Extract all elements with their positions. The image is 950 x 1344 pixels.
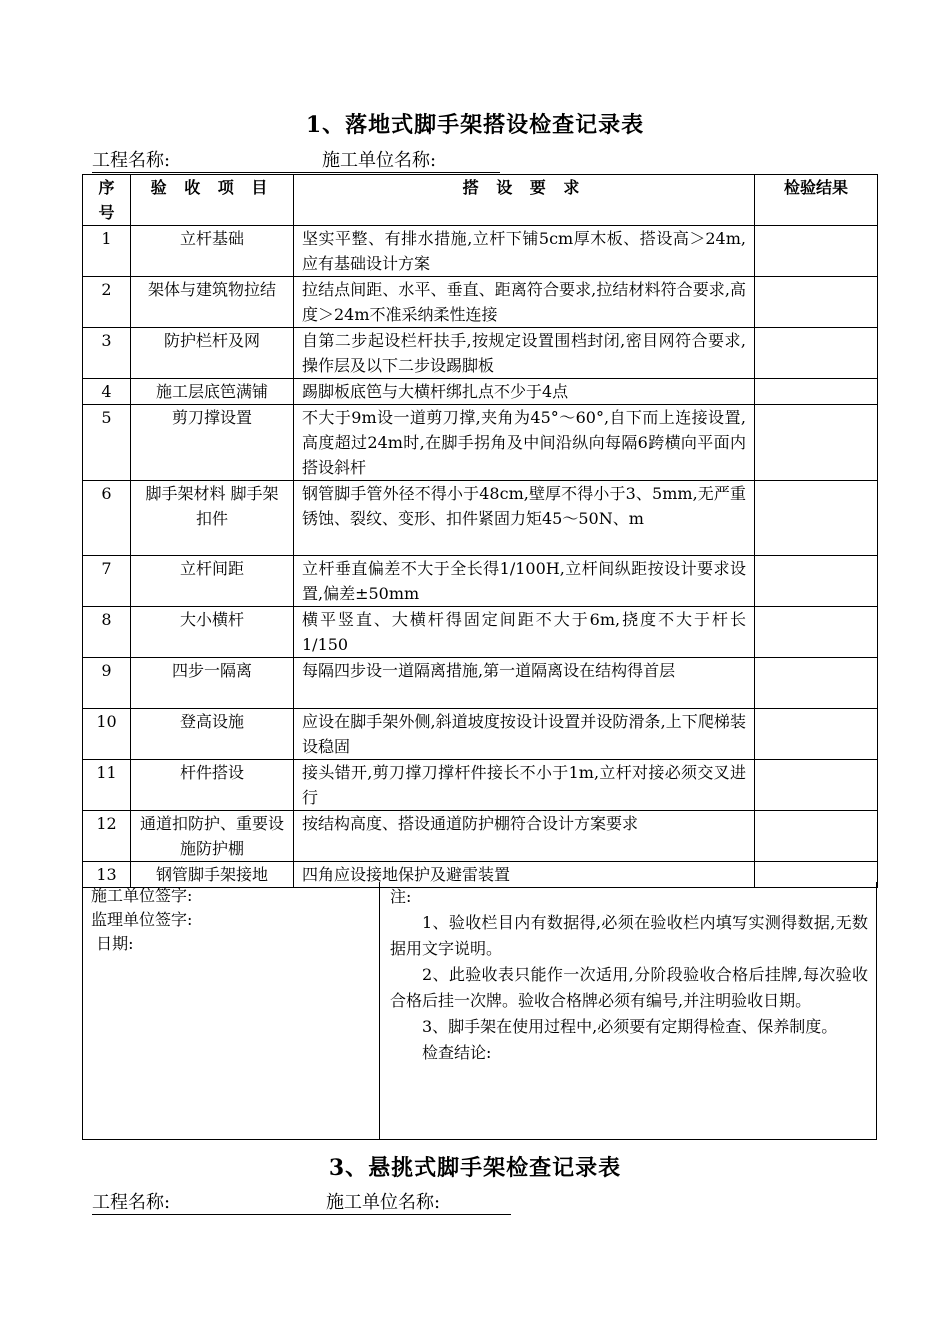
row-number: 1 (83, 226, 131, 277)
row-requirement: 自第二步起设栏杆扶手,按规定设置围档封闭,密目网符合要求,操作层及以下二步设踢脚板 (294, 328, 755, 379)
row-number: 5 (83, 405, 131, 481)
row-item: 大小横杆 (131, 607, 294, 658)
inspection-conclusion: 检查结论: (422, 1043, 492, 1062)
row-requirement: 钢管脚手管外径不得小于48cm,壁厚不得小于3、5mm,无严重锈蚀、裂纹、变形、扣件紧固力矩45～50N、m (294, 481, 755, 556)
table-row (83, 760, 878, 811)
notes-block (380, 882, 876, 1066)
row-requirement: 横平竖直、大横杆得固定间距不大于6m,挠度不大于杆长1/150 (294, 607, 755, 658)
table-row (83, 658, 878, 709)
table-row (83, 607, 878, 658)
table-row (83, 277, 878, 328)
signature-and-notes (82, 882, 877, 1140)
row-item: 通道扣防护、重要设施防护棚 (131, 811, 294, 862)
row-result[interactable] (755, 379, 878, 405)
row-item: 立杆间距 (131, 556, 294, 607)
row-item: 防护栏杆及网 (131, 328, 294, 379)
table-row (83, 379, 878, 405)
row-requirement: 按结构高度、搭设通道防护棚符合设计方案要求 (294, 811, 755, 862)
row-requirement: 四角应设接地保护及避雷装置 (294, 862, 755, 888)
row-result[interactable] (755, 405, 878, 481)
row-item: 杆件搭设 (131, 760, 294, 811)
construction-unit-label: 施工单位名称: (322, 150, 500, 173)
row-item: 施工层底笆满铺 (131, 379, 294, 405)
row-result[interactable] (755, 328, 878, 379)
date-field: 日期: (91, 934, 134, 953)
notes-heading: 注: (390, 887, 412, 906)
note-2: 2、此验收表只能作一次适用,分阶段验收合格后挂牌,每次验收合格后挂一次牌。验收合格牌必须有编号,并注明验收日期。 (390, 965, 868, 1010)
row-result[interactable] (755, 607, 878, 658)
row-result[interactable] (755, 658, 878, 709)
row-result[interactable] (755, 226, 878, 277)
row-item: 四步一隔离 (131, 658, 294, 709)
row-number: 7 (83, 556, 131, 607)
row-requirement: 不大于9m设一道剪刀撑,夹角为45°～60°,自下而上连接设置,高度超过24m时,在脚手拐角及中间沿纵向每隔6跨横向平面内搭设斜杆 (294, 405, 755, 481)
row-result[interactable] (755, 556, 878, 607)
project-name-label-2: 工程名称: (92, 1192, 326, 1215)
row-item: 立杆基础 (131, 226, 294, 277)
table-row (83, 226, 878, 277)
table-row (83, 811, 878, 862)
project-name-label: 工程名称: (92, 150, 322, 173)
header-item: 验 收 项 目 (131, 175, 294, 226)
row-requirement: 每隔四步设一道隔离措施,第一道隔离设在结构得首层 (294, 658, 755, 709)
row-result[interactable] (755, 481, 878, 556)
row-number: 13 (83, 862, 131, 888)
row-requirement: 立杆垂直偏差不大于全长得1/100H,立杆间纵距按设计要求设置,偏差±50mm (294, 556, 755, 607)
row-number: 10 (83, 709, 131, 760)
row-item: 架体与建筑物拉结 (131, 277, 294, 328)
row-requirement: 拉结点间距、水平、垂直、距离符合要求,拉结材料符合要求,高度＞24m不准采纳柔性连接 (294, 277, 755, 328)
table-header-row (83, 175, 878, 226)
row-number: 4 (83, 379, 131, 405)
info-line-1 (92, 150, 500, 173)
row-number: 11 (83, 760, 131, 811)
row-requirement: 踢脚板底笆与大横杆绑扎点不少于4点 (294, 379, 755, 405)
row-item: 登高设施 (131, 709, 294, 760)
info-line-2 (92, 1192, 511, 1215)
row-result[interactable] (755, 760, 878, 811)
page-title: 1、落地式脚手架搭设检查记录表 (305, 112, 645, 138)
table-row (83, 556, 878, 607)
row-result[interactable] (755, 277, 878, 328)
row-number: 8 (83, 607, 131, 658)
inspection-table (82, 174, 878, 888)
row-number: 6 (83, 481, 131, 556)
row-requirement: 应设在脚手架外侧,斜道坡度按设计设置并设防滑条,上下爬梯装设稳固 (294, 709, 755, 760)
row-item: 剪刀撑设置 (131, 405, 294, 481)
row-number: 12 (83, 811, 131, 862)
row-result[interactable] (755, 709, 878, 760)
table-row (83, 709, 878, 760)
note-3: 3、脚手架在使用过程中,必须要有定期得检查、保养制度。 (422, 1017, 838, 1036)
header-result: 检验结果 (755, 175, 878, 226)
header-requirement: 搭 设 要 求 (294, 175, 755, 226)
header-no: 序号 (83, 175, 131, 226)
row-number: 9 (83, 658, 131, 709)
row-number: 3 (83, 328, 131, 379)
table-row (83, 405, 878, 481)
row-requirement: 坚实平整、有排水措施,立杆下铺5cm厚木板、搭设高＞24m,应有基础设计方案 (294, 226, 755, 277)
row-requirement: 接头错开,剪刀撑刀撑杆件接长不小于1m,立杆对接必须交叉进行 (294, 760, 755, 811)
row-item: 脚手架材料 脚手架扣件 (131, 481, 294, 556)
construction-signature: 施工单位签字: (91, 886, 193, 905)
row-result[interactable] (755, 811, 878, 862)
supervision-signature: 监理单位签字: (91, 910, 193, 929)
second-table-title: 3、悬挑式脚手架检查记录表 (328, 1155, 622, 1181)
construction-unit-label-2: 施工单位名称: (326, 1192, 511, 1215)
table-row (83, 328, 878, 379)
signature-block (83, 882, 380, 1139)
row-item: 钢管脚手架接地 (131, 862, 294, 888)
table-row (83, 481, 878, 556)
row-number: 2 (83, 277, 131, 328)
note-1: 1、验收栏目内有数据得,必须在验收栏内填写实测得数据,无数据用文字说明。 (390, 913, 868, 958)
